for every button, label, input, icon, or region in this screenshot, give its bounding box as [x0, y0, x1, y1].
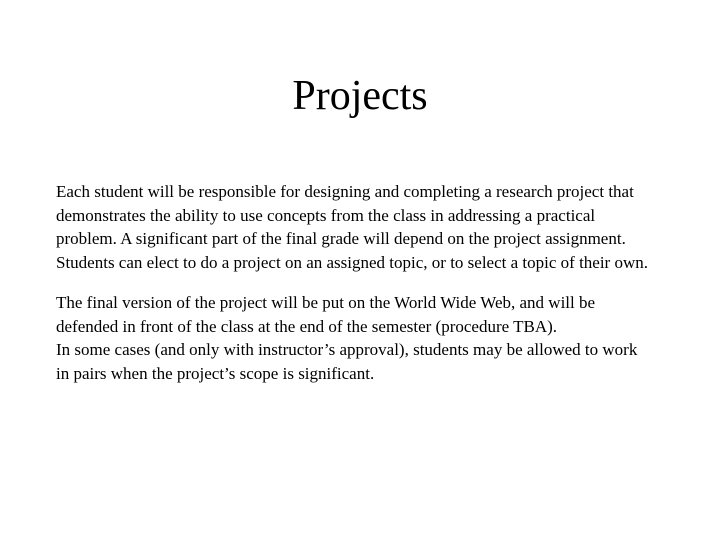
paragraph-2-line: in pairs when the project’s scope is significant.	[56, 363, 375, 383]
paragraph-2	[56, 291, 696, 385]
slide-body	[56, 180, 696, 385]
paragraph-2-line: defended in front of the class at the end of the semester (procedure TBA).	[56, 316, 558, 336]
paragraph-1	[56, 180, 696, 274]
slide-title: Projects	[292, 73, 428, 119]
paragraph-2-line: The final version of the project will be put on the World Wide Web, and will be	[56, 293, 596, 312]
paragraph-1-line: problem. A significant part of the final grade will depend on the project assignment.	[56, 229, 626, 248]
paragraph-1-line: demonstrates the ability to use concepts from the class in addressing a practical	[56, 205, 596, 225]
paragraph-1-line: Students can elect to do a project on an assigned topic, or to select a topic of their own.	[56, 252, 648, 272]
paragraph-gap	[56, 274, 696, 291]
paragraph-1-line: Each student will be responsible for designing and completing a research project that	[56, 182, 634, 201]
paragraph-2-line: In some cases (and only with instructor’s approval), students may be allowed to work	[56, 340, 638, 359]
